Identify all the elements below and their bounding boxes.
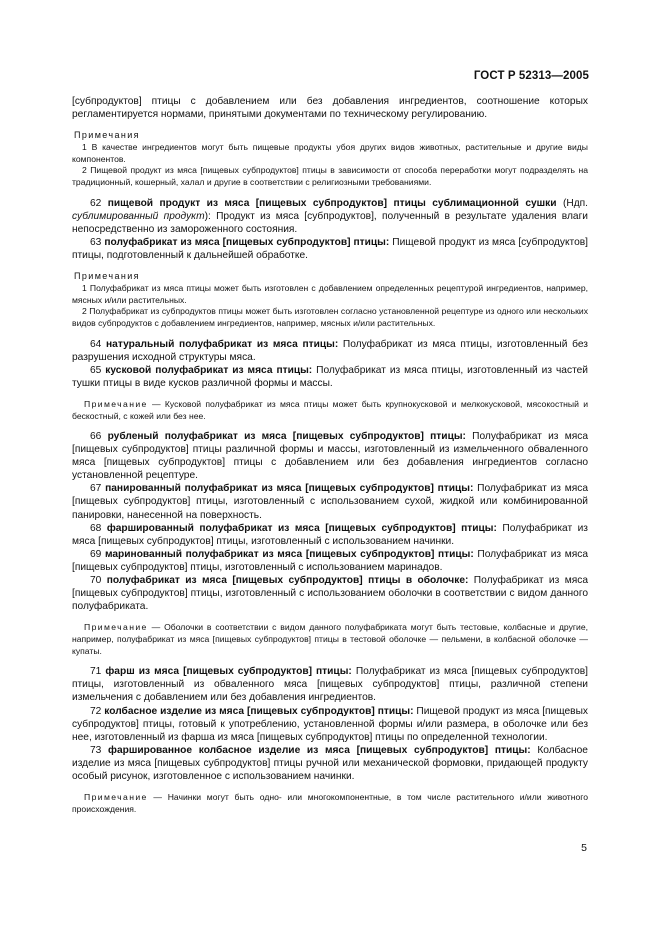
notes-heading: Примечания: [74, 271, 140, 282]
definition-64: [72, 338, 588, 364]
note-label: Примечание: [84, 792, 148, 803]
definition-text: Полуфабрикат из мяса птицы, изготовленный без разрушения исходной структуры мяса.: [72, 338, 588, 363]
note-text: — Начинки могут быть одно- или многокомпонентные, в том числе растительного и/или животного происхождения.: [72, 792, 588, 815]
term-number: 70: [90, 575, 102, 586]
definition-62: [72, 197, 588, 236]
definition-text: Пищевой продукт из мяса [субпродуктов] птицы, подготовленный к дальнейшей обработке.: [72, 236, 588, 262]
definition-63: [72, 236, 588, 262]
note-item: 1 Полуфабрикат из мяса птицы может быть изготовлен с добавлением определенных рецептурой ингредиентов, например, мясных и/или растительных.: [72, 283, 588, 305]
definition-text: Пищевой продукт из мяса [пищевых субпродуктов] птицы, готовый к употреблению, установленной формы и/или размера, в оболочке или без нее, изготовленный из фарша из мяса [пищевых субпродуктов] птицы по определенной технологии.: [72, 705, 588, 743]
term: полуфабрикат из мяса [пищевых субпродуктов] птицы:: [104, 236, 390, 248]
definition-67: [72, 482, 588, 521]
term-number: 68: [90, 522, 102, 534]
definition-text: Полуфабрикат из мяса [пищевых субпродуктов] птицы, изготовленный с использованием маринадов.: [72, 548, 588, 573]
definition-text: Полуфабрикат из мяса [пищевых субпродуктов] птицы, изготовленный с использованием сухой, жидкой или комбинированной панировки, нанесенной на поверхность.: [72, 483, 588, 521]
term: рубленый полуфабрикат из мяса [пищевых субпродуктов] птицы:: [107, 430, 466, 442]
note-text: — Кусковой полуфабрикат из мяса птицы может быть крупнокусковой и мелкокусковой, мясокостный и бескостный, с кожей или без нее.: [72, 398, 588, 421]
note-label: Примечание: [84, 398, 148, 409]
notes-heading: Примечания: [74, 130, 140, 141]
term-number: 71: [90, 666, 102, 678]
page-number: 5: [581, 842, 587, 854]
intro-paragraph: [субпродуктов] птицы с добавлением или без добавления ингредиентов, соотношение которых регламентируется нормами, принятыми документами по техническому регулированию.: [72, 96, 588, 121]
term: полуфабрикат из мяса [пищевых субпродуктов] птицы в оболочке:: [106, 575, 469, 586]
definition-text: Колбасное изделие из мяса [пищевых субпродуктов] птицы ручной или механической формовки, придающей продукту особый рисунок, изготовленное с использованием начинки.: [72, 744, 588, 783]
term: фаршированное колбасное изделие из мяса [пищевых субпродуктов] птицы:: [108, 744, 531, 756]
definition-65: [72, 364, 588, 390]
definition-72: [72, 705, 588, 744]
note-item: 2 Пищевой продукт из мяса [пищевых субпродуктов] птицы в зависимости от способа переработки могут подразделять на традиционный, кошерный, халал и другие в соответствии с религиозными требованиями.: [72, 165, 588, 188]
standard-designation: ГОСТ Р 52313—2005: [473, 70, 589, 82]
definition-68: [72, 522, 588, 548]
term: маринованный полуфабрикат из мяса [пищевых субпродуктов] птицы:: [104, 548, 474, 560]
term: колбасное изделие из мяса [пищевых субпродуктов] птицы:: [104, 705, 414, 717]
definition-text: Полуфабрикат из мяса [пищевых субпродуктов] птицы, изготовленный из обваленного мяса [пищевых субпродуктов] птицы, различной степени измельчения с добавлением или без добавления ингредиентов.: [72, 666, 588, 704]
definition-text: Полуфабрикат из мяса [пищевых субпродуктов] птицы, изготовленный с использованием начинки.: [72, 522, 588, 547]
term-number: 62: [90, 197, 102, 209]
term-number: 67: [90, 483, 102, 495]
term-number: 64: [90, 338, 102, 350]
term: панированный полуфабрикат из мяса [пищевых субпродуктов] птицы:: [105, 483, 474, 495]
term: фарш из мяса [пищевых субпродуктов] птицы:: [105, 666, 352, 678]
definition-69: [72, 548, 588, 574]
deprecated-term: сублимированный продукт: [72, 210, 205, 222]
note-paragraph: [72, 621, 588, 657]
definition-73: [72, 744, 588, 783]
term-number: 66: [90, 430, 102, 442]
note-text: — Оболочки в соответствии с видом данного полуфабриката могут быть тестовые, колбасные и другие, например, полуфабрикат из мяса [пищевых субпродуктов] птицы в тестовой оболочке — пельмени, в колбасной оболочке — купаты.: [72, 622, 588, 657]
term: пищевой продукт из мяса [пищевых субпродуктов] птицы сублимационной сушки: [107, 197, 557, 209]
definition-text: Полуфабрикат из мяса [пищевых субпродуктов] птицы различной формы и массы, изготовленный из измельченного обваленного мяса [пищевых субпродуктов] птицы с добавлением или без добавления ингредиентов согласно установленной рецептуре.: [72, 430, 588, 482]
note-item: 1 В качестве ингредиентов могут быть пищевые продукты убоя других видов животных, растительные и другие виды компонентов.: [72, 142, 588, 164]
term-number: 69: [90, 548, 102, 560]
definition-71: [72, 665, 588, 704]
note-paragraph: [72, 398, 588, 422]
note-paragraph: [72, 791, 588, 815]
term-number: 65: [90, 364, 102, 376]
definition-text: Полуфабрикат из мяса птицы, изготовленный из частей тушки птицы в виде кусков различной формы и массы.: [72, 364, 588, 389]
term: фаршированный полуфабрикат из мяса [пищевых субпродуктов] птицы:: [106, 522, 497, 534]
definition-text: Полуфабрикат из мяса [пищевых субпродуктов] птицы, изготовленный с использованием оболочки в соответствии с видом данного полуфабриката.: [72, 575, 588, 613]
term: кусковой полуфабрикат из мяса птицы:: [105, 364, 313, 376]
definition-text: ): Продукт из мяса [субпродуктов], полученный в результате удаления влаги непосредственно из замороженного состояния.: [72, 210, 588, 235]
definition-66: [72, 430, 588, 482]
definition-70: [72, 574, 588, 613]
term-number: 73: [90, 744, 102, 756]
definition-text: (Ндп.: [556, 197, 588, 209]
document-body: [72, 95, 588, 815]
term-number: 63: [90, 236, 102, 248]
note-item: 2 Полуфабрикат из субпродуктов птицы может быть изготовлен согласно установленной рецептуре из одного или нескольких видов субпродуктов с добавлением ингредиентов, например, мясных и/или растительных.: [72, 306, 588, 328]
term-number: 72: [90, 705, 102, 717]
term: натуральный полуфабрикат из мяса птицы:: [106, 338, 339, 350]
note-label: Примечание: [84, 622, 148, 633]
